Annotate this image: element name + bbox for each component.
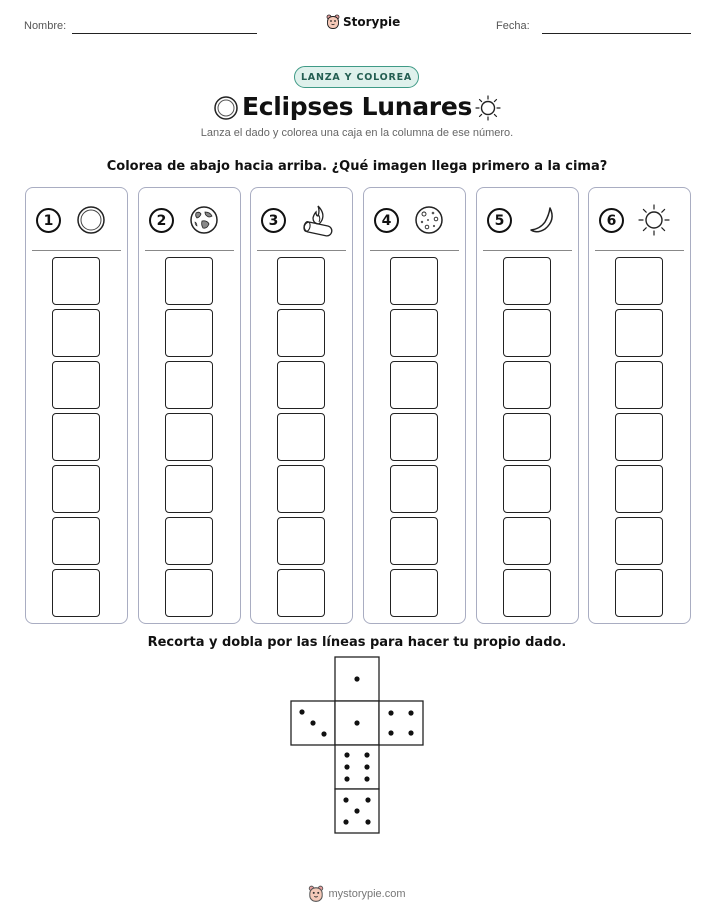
color-box[interactable]: [615, 517, 663, 565]
color-box[interactable]: [52, 309, 100, 357]
color-box[interactable]: [52, 257, 100, 305]
color-box[interactable]: [52, 465, 100, 513]
die-face-4: [379, 701, 423, 745]
color-box[interactable]: [277, 413, 325, 461]
color-box[interactable]: [390, 465, 438, 513]
color-box[interactable]: [390, 413, 438, 461]
color-box[interactable]: [615, 309, 663, 357]
column-number: 5: [487, 208, 512, 233]
storypie-mascot-icon: [308, 885, 324, 903]
column-number: 2: [149, 208, 174, 233]
column-3: [250, 187, 353, 624]
color-box[interactable]: [615, 361, 663, 409]
sun-icon: [637, 203, 671, 237]
column-number: 4: [374, 208, 399, 233]
column-divider: [257, 250, 346, 251]
campfire-icon: [299, 203, 337, 239]
color-box[interactable]: [165, 569, 213, 617]
color-box[interactable]: [165, 309, 213, 357]
color-box[interactable]: [615, 569, 663, 617]
sun-icon: [474, 94, 502, 122]
earth-icon: [187, 203, 221, 237]
color-box[interactable]: [277, 257, 325, 305]
color-box[interactable]: [615, 257, 663, 305]
color-box[interactable]: [52, 569, 100, 617]
color-box[interactable]: [503, 517, 551, 565]
color-box[interactable]: [277, 517, 325, 565]
column-divider: [32, 250, 121, 251]
name-line: [72, 33, 257, 34]
color-box[interactable]: [277, 361, 325, 409]
page-title: Eclipses Lunares: [241, 92, 473, 121]
brand-logo: [326, 14, 400, 30]
color-box[interactable]: [165, 465, 213, 513]
column-6: [588, 187, 691, 624]
footer-url[interactable]: mystorypie.com: [328, 888, 406, 900]
column-1: [25, 187, 128, 624]
column-divider: [483, 250, 572, 251]
color-box[interactable]: [165, 361, 213, 409]
activity-badge: LANZA Y COLOREA: [294, 66, 419, 88]
column-number: 1: [36, 208, 61, 233]
color-box[interactable]: [277, 309, 325, 357]
column-number: 3: [261, 208, 286, 233]
crescent-moon-icon: [525, 203, 559, 237]
column-number: 6: [599, 208, 624, 233]
color-box[interactable]: [390, 257, 438, 305]
color-box[interactable]: [52, 517, 100, 565]
date-line: [542, 33, 691, 34]
color-box[interactable]: [615, 413, 663, 461]
column-5: [476, 187, 579, 624]
coloring-instruction: Colorea de abajo hacia arriba. ¿Qué imagen llega primero a la cima?: [106, 159, 608, 174]
column-header: [139, 188, 240, 250]
storypie-mascot-icon: [326, 14, 340, 30]
cut-instruction: Recorta y dobla por las líneas para hacer tu propio dado.: [147, 635, 567, 650]
color-box[interactable]: [503, 361, 551, 409]
color-box[interactable]: [390, 569, 438, 617]
column-divider: [145, 250, 234, 251]
date-label: Fecha:: [496, 20, 530, 32]
column-header: [26, 188, 127, 250]
column-header: [364, 188, 465, 250]
color-box[interactable]: [503, 257, 551, 305]
color-box[interactable]: [390, 361, 438, 409]
column-2: [138, 187, 241, 624]
column-4: [363, 187, 466, 624]
column-header: [589, 188, 690, 250]
color-box[interactable]: [165, 413, 213, 461]
column-header: [477, 188, 578, 250]
column-divider: [595, 250, 684, 251]
column-divider: [370, 250, 459, 251]
full-moon-icon: [412, 203, 446, 237]
page-subtitle: Lanza el dado y colorea una caja en la columna de ese número.: [200, 127, 514, 139]
color-box[interactable]: [503, 413, 551, 461]
color-box[interactable]: [52, 413, 100, 461]
die-net: [290, 656, 426, 836]
name-label: Nombre:: [24, 20, 67, 32]
color-box[interactable]: [165, 257, 213, 305]
die-face-6: [335, 745, 379, 789]
color-box[interactable]: [615, 465, 663, 513]
color-box[interactable]: [52, 361, 100, 409]
color-box[interactable]: [165, 517, 213, 565]
moon-ring-icon: [74, 203, 108, 237]
color-box[interactable]: [390, 517, 438, 565]
color-box[interactable]: [390, 309, 438, 357]
footer: [0, 885, 714, 903]
column-header: [251, 188, 352, 250]
brand-name: Storypie: [343, 15, 401, 29]
color-box[interactable]: [503, 569, 551, 617]
color-box[interactable]: [503, 465, 551, 513]
header-bar: [0, 14, 714, 44]
color-box[interactable]: [277, 465, 325, 513]
color-box[interactable]: [277, 569, 325, 617]
color-box[interactable]: [503, 309, 551, 357]
